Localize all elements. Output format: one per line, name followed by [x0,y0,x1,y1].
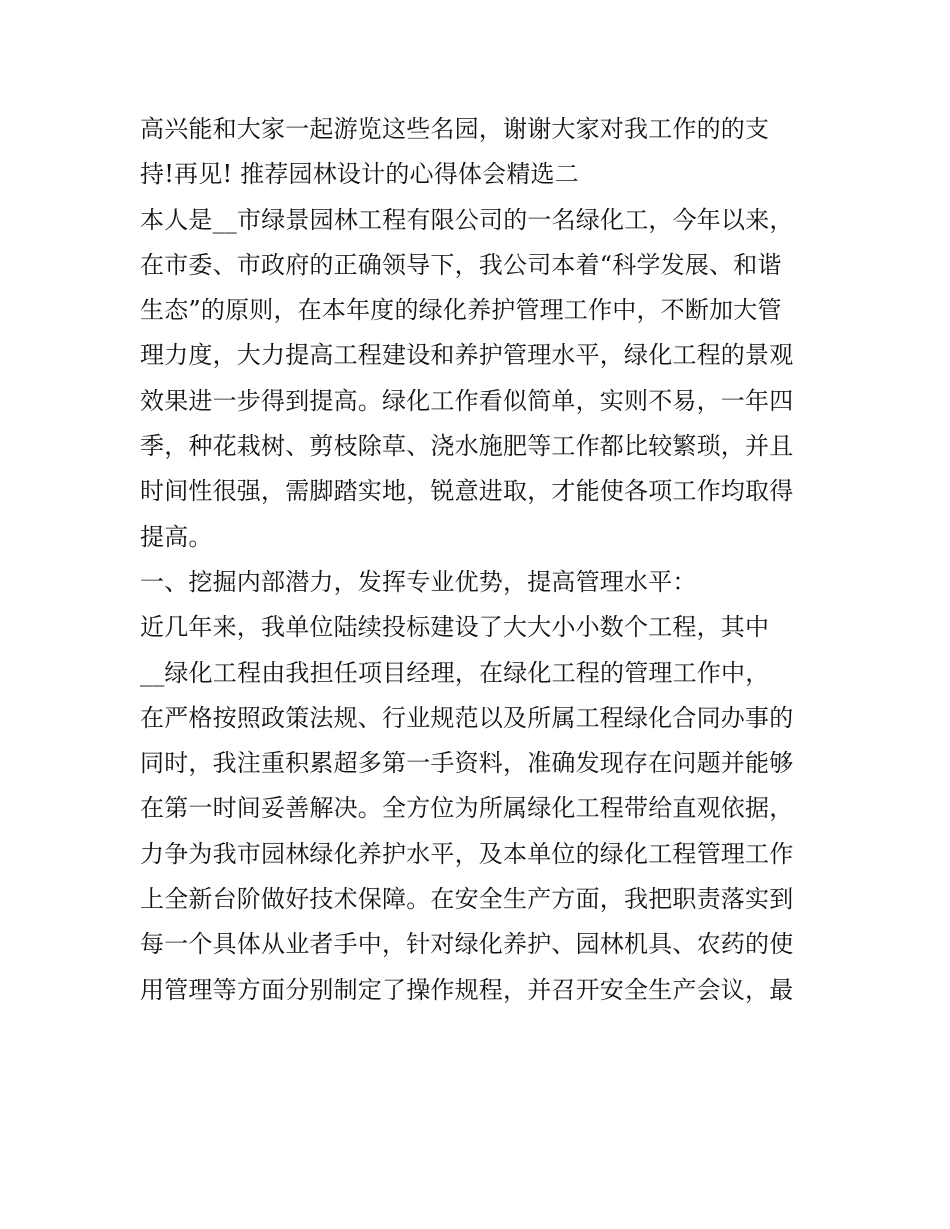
text-line: 上全新台阶做好技术保障。在安全生产方面，我把职责落实到 [140,885,794,914]
text-line: 时间性很强，需脚踏实地，锐意进取，才能使各项工作均取得 [140,477,794,506]
section-heading: 一、挖掘内部潜力，发挥专业优势，提高管理水平： [140,567,697,596]
text-line: 效果进一步得到提高。绿化工作看似简单，实则不易，一年四 [140,386,794,415]
text-line: 在市委、市政府的正确领导下，我公司本着“科学发展、和谐 [140,250,782,279]
text-line: 季，种花栽树、剪枝除草、浇水施肥等工作都比较繁琐，并且 [140,432,794,461]
document-body [140,107,820,1013]
text-line: 理力度，大力提高工程建设和养护管理水平，绿化工程的景观 [140,341,794,370]
text-line: 近几年来，我单位陆续投标建设了大大小小数个工程，其中 [140,613,770,642]
text-line: 在严格按照政策法规、行业规范以及所属工程绿化合同办事的 [140,703,794,732]
text-line: 生态”的原则，在本年度的绿化养护管理工作中，不断加大管 [140,296,782,325]
text-line: 用管理等方面分别制定了操作规程，并召开安全生产会议，最 [140,975,794,1004]
text-line: 在第一时间妥善解决。全方位为所属绿化工程带给直观依据， [140,794,794,823]
text-line: 持!再见! 推荐园林设计的心得体会精选二 [140,160,579,189]
text-line: 力争为我市园林绿化养护水平，及本单位的绿化工程管理工作 [140,839,794,868]
text-line: 提高。 [140,522,213,551]
text-line: 每一个具体从业者手中，针对绿化养护、园林机具、农药的使 [140,930,794,959]
text-line: 高兴能和大家一起游览这些名园，谢谢大家对我工作的的支 [140,115,770,143]
text-line: 同时，我注重积累超多第一手资料，准确发现存在问题并能够 [140,749,794,778]
text-line: 本人是__市绿景园林工程有限公司的一名绿化工，今年以来， [140,205,794,234]
text-line: __绿化工程由我担任项目经理，在绿化工程的管理工作中， [140,658,770,687]
